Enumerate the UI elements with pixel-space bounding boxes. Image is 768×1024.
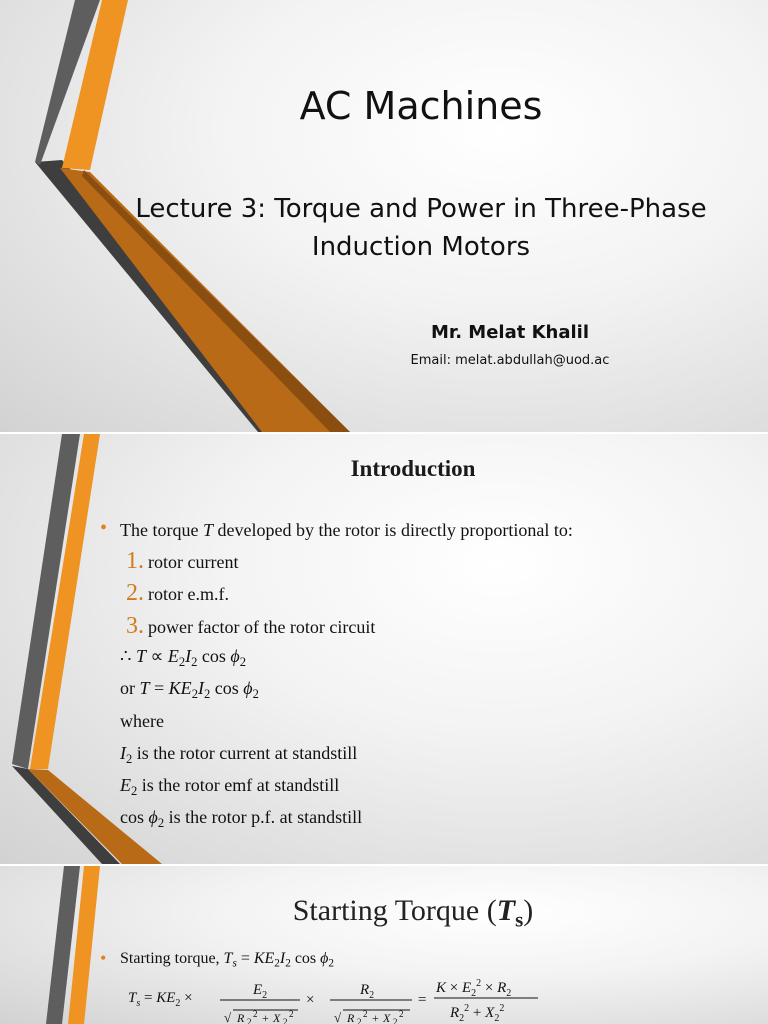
introduction-slide bbox=[0, 434, 768, 864]
svg-text:2: 2 bbox=[289, 1009, 294, 1019]
svg-text:×: × bbox=[306, 992, 315, 1008]
svg-text:+: + bbox=[372, 1011, 379, 1024]
svg-text:2: 2 bbox=[247, 1017, 252, 1024]
svg-text:+: + bbox=[262, 1011, 269, 1024]
torque-equation: or $T = KE_2I_2$ $\cos \phi_2$ bbox=[120, 678, 259, 701]
svg-text:R: R bbox=[347, 1011, 355, 1024]
bullet-dot: • bbox=[100, 517, 108, 539]
svg-text:2: 2 bbox=[399, 1009, 404, 1019]
starting-torque-slide bbox=[0, 866, 768, 1024]
list-item: 2. rotor e.m.f. bbox=[126, 580, 229, 606]
svg-text:√: √ bbox=[334, 1010, 342, 1024]
svg-text:2: 2 bbox=[393, 1017, 398, 1024]
slide-title: Introduction bbox=[350, 456, 476, 481]
author-name: Mr. Melat Khalil bbox=[430, 322, 590, 343]
starting-torque-formula bbox=[120, 972, 550, 1024]
bullet-starting-torque: • Starting torque, $T_s = KE_2I_2$ $\cos \phi_2$ bbox=[100, 948, 335, 970]
subtitle-line-1: Lecture 3: Torque and Power in Three-Phase bbox=[135, 194, 707, 224]
bullet-dot: • bbox=[100, 948, 107, 968]
svg-text:Ts = KE2 ×: $T_s = KE_2$ × bbox=[128, 990, 193, 1009]
bullet-torque: • The torque T developed by the rotor is directly proportional to: bbox=[100, 517, 573, 540]
list-item: 3. power factor of the rotor circuit bbox=[126, 613, 376, 639]
svg-text:R: R bbox=[237, 1011, 245, 1024]
svg-text:X: X bbox=[273, 1011, 281, 1024]
subtitle bbox=[120, 190, 722, 266]
svg-text:K × E22 × R2: $K \times E_2^2 \times R_2$ bbox=[436, 978, 512, 999]
definition-i2: $I_2$ is the rotor current at standstill bbox=[120, 743, 358, 766]
svg-text:2: 2 bbox=[357, 1017, 362, 1024]
slide-title: Starting Torque $(T_s)$ bbox=[292, 894, 534, 932]
subtitle-line-2: Induction Motors bbox=[311, 232, 531, 262]
svg-text:X: X bbox=[383, 1011, 391, 1024]
svg-text:√: √ bbox=[224, 1010, 232, 1024]
author-email: Email: melat.abdullah@uod.ac bbox=[410, 353, 610, 368]
svg-text:2: 2 bbox=[283, 1017, 288, 1024]
list-item: 1. rotor current bbox=[126, 548, 239, 574]
svg-text:2: 2 bbox=[363, 1009, 368, 1019]
definition-e2: $E_2$ is the rotor emf at standstill bbox=[120, 775, 340, 798]
slide-decoration bbox=[0, 434, 768, 864]
svg-text:R2: $R_2$ bbox=[360, 982, 375, 1001]
title-slide bbox=[0, 0, 768, 432]
proportionality-equation: ∴ $T \propto E_2I_2$ $\cos \phi_2$ bbox=[120, 646, 247, 669]
svg-text:R22 + X22: $R_2^2 + X_2^2$ bbox=[450, 1003, 505, 1024]
page-title: AC Machines bbox=[299, 84, 543, 128]
definition-pf: $\cos \phi_2$ is the rotor p.f. at standstill bbox=[120, 807, 363, 830]
where-label: where bbox=[120, 711, 164, 731]
svg-text:2: 2 bbox=[253, 1009, 258, 1019]
svg-text:=: = bbox=[418, 992, 427, 1008]
svg-text:E2: $E_2$ bbox=[253, 982, 268, 1001]
